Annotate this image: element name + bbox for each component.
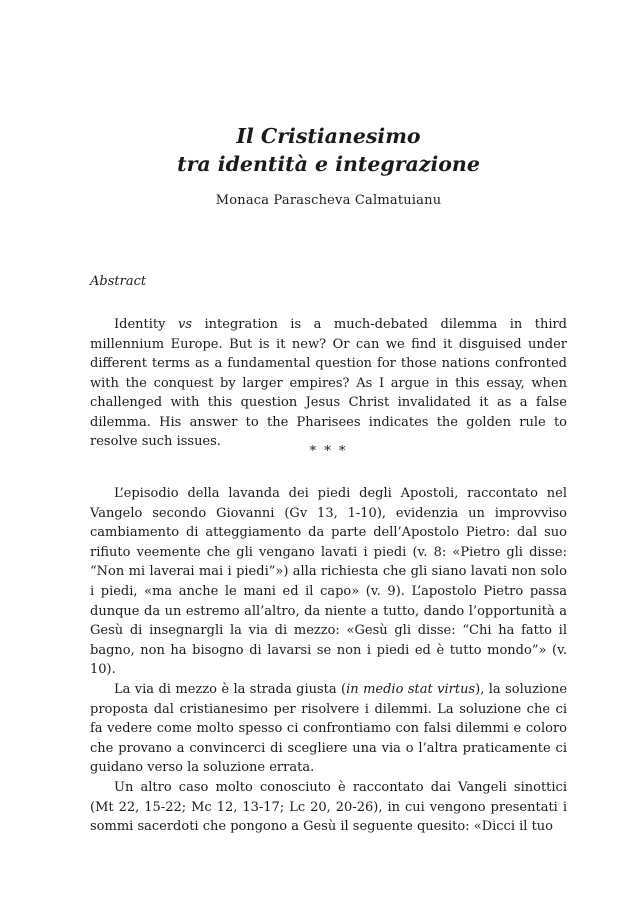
paragraph-2-a: La via di mezzo è la strada giusta ( xyxy=(114,681,347,697)
abstract-label: Abstract xyxy=(90,274,147,289)
section-separator: * * * xyxy=(309,444,348,459)
title-line-1: Il Cristianesimo xyxy=(236,124,421,148)
paragraph-3: Un altro caso molto conosciuto è raccontato dai Vangeli sinottici (Mt 22, 15-22; Mc 12, 13-17; Lc 20, 20-26), in cui vengono presentati i sommi sacerdoti che pongono a Gesù il seguente quesito: «Dicci il tuo xyxy=(90,779,567,835)
paper-title xyxy=(90,122,567,178)
paragraph-2 xyxy=(90,680,567,778)
abstract-text-b: integration is a much-debated dilemma in third millennium Europe. But is it new? Or can we find it disguised under different terms as a fundamental question for those nations confronted with the conquest by larger empires? As I argue in this essay, when challenged with this question Jesus Christ invalidated it as a false dilemma. His answer to the Pharisees indicates the golden rule to resolve such issues. xyxy=(90,317,568,449)
paragraph-2-b: ), la soluzione proposta dal cristianesimo per risolvere i dilemmi. La soluzione che ci fa vedere come molto spesso ci confrontiamo con falsi dilemmi e coloro che provano a convincerci di scegliere una via o l’altra praticamente ci guidano verso la soluzione errata. xyxy=(90,681,568,776)
author: Monaca Parascheva Calmatuianu xyxy=(215,193,442,208)
paragraph-2-em: in medio stat virtus xyxy=(346,681,476,697)
abstract-vs: vs xyxy=(177,317,192,332)
abstract-text-a: Identity xyxy=(114,317,178,332)
paragraph-1: L’episodio della lavanda dei piedi degli Apostoli, raccontato nel Vangelo secondo Giovanni (Gv 13, 1-10), evidenzia un improvviso cambiamento di atteggiamento da parte dell’Apostolo Pietro: dal suo rifiuto veemente che gli vengano lavati i piedi (v. 8: «Pietro gli disse: “Non mi laverai mai i piedi”») alla richiesta che gli siano lavati non solo i piedi, «ma anche le mani ed il capo» (v. 9). L’apostolo Pietro passa dunque da un estremo all’altro, da niente a tutto, dando l’opportunità a Gesù di insegnargli la via di mezzo: «Gesù gli disse: “Chi ha fatto il bagno, non ha bisogno di lavarsi se non i piedi ed è tutto mondo”» (v. 10). xyxy=(90,486,567,678)
abstract-text xyxy=(90,315,567,452)
title-line-2: tra identità e integrazione xyxy=(177,152,480,176)
body-text xyxy=(90,484,567,837)
